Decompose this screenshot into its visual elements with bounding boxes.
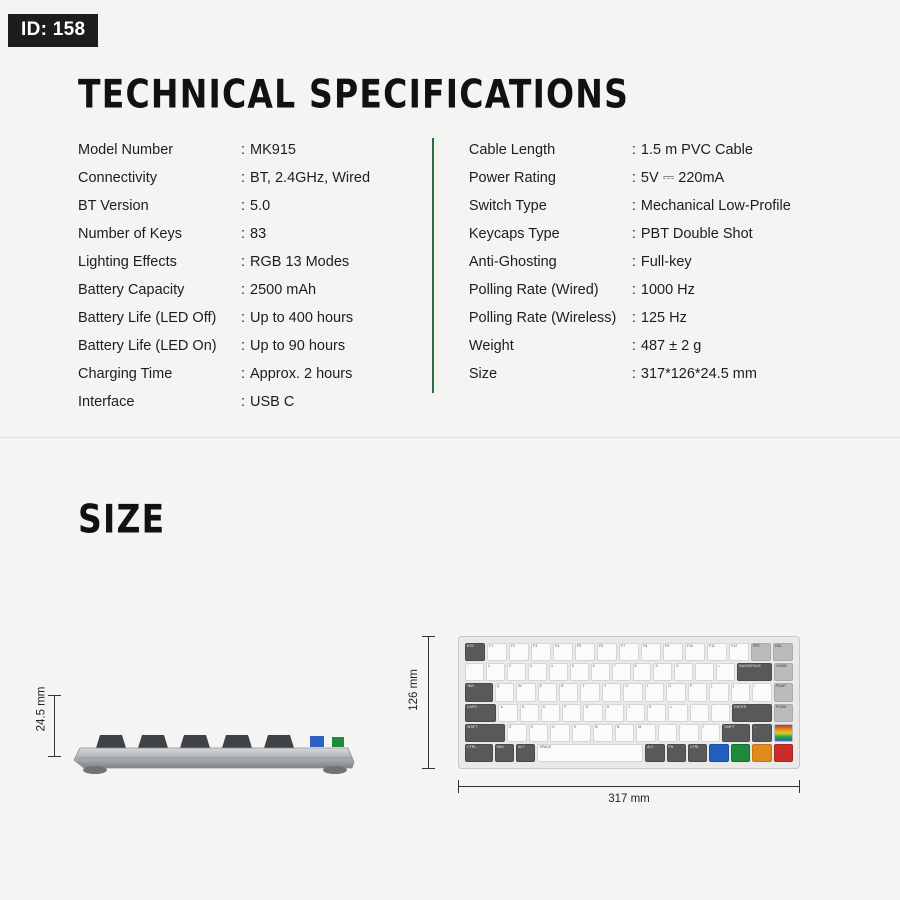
key-f2: F2 [509, 643, 529, 661]
key-pageup: PGUP [774, 683, 793, 701]
key-ctrl-right: CTRL [688, 744, 707, 762]
spec-value-text: 5.0 [250, 198, 271, 214]
keyboard-row [465, 663, 793, 681]
keyboard-row [465, 744, 793, 762]
spec-value-text: RGB 13 Modes [250, 254, 350, 270]
spec-label: Keycaps Type [468, 226, 560, 242]
key-0: 0 [674, 663, 693, 681]
spec-row [469, 360, 838, 388]
spec-label: Interface [78, 394, 135, 410]
key-period: . [679, 724, 699, 742]
keyboard-layout [465, 643, 793, 762]
spec-label: Size [468, 366, 498, 382]
key-arrow-right [752, 744, 771, 762]
key-f11: F11 [707, 643, 727, 661]
spec-row [469, 192, 838, 220]
key-slash: / [701, 724, 721, 742]
key-pagedown: PGDN [774, 704, 793, 722]
spec-value: : Mechanical Low-Profile [631, 198, 791, 214]
section-separator [0, 437, 900, 438]
key-j: J [626, 704, 645, 722]
spec-label: Battery Life (LED On) [78, 338, 217, 354]
spec-row [78, 192, 432, 220]
key-v: V [572, 724, 592, 742]
spec-value-text: Mechanical Low-Profile [640, 198, 791, 214]
key-enter: ENTER [732, 704, 772, 722]
key-s: S [520, 704, 539, 722]
spec-value: : Approx. 2 hours [241, 366, 353, 382]
key-quote: ' [711, 704, 730, 722]
id-badge: ID: 158 [8, 14, 98, 47]
spec-label: Battery Life (LED Off) [78, 310, 217, 326]
key-fn: FN [667, 744, 686, 762]
size-section-title: SIZE [78, 495, 166, 542]
spec-row [78, 164, 432, 192]
key-backslash: \ [752, 683, 771, 701]
spec-row [469, 276, 838, 304]
size-diagram [0, 600, 900, 840]
key-7: 7 [612, 663, 631, 681]
key-shift-right: SHIFT [722, 724, 750, 742]
spec-value: : USB C [241, 394, 295, 410]
key-l: L [668, 704, 687, 722]
key-g: G [583, 704, 602, 722]
spec-value: : Up to 400 hours [241, 310, 354, 326]
key-8: 8 [633, 663, 652, 681]
spec-row [469, 332, 838, 360]
key-i: I [645, 683, 664, 701]
spec-value-text: 83 [250, 226, 267, 242]
spec-value-text: Approx. 2 hours [250, 366, 353, 382]
key-p: P [688, 683, 707, 701]
spec-value-text: 125 Hz [640, 310, 687, 326]
key-6: 6 [591, 663, 610, 681]
spec-label: Switch Type [468, 198, 547, 214]
spec-label: Power Rating [468, 170, 556, 186]
key-r: R [559, 683, 578, 701]
spec-value-text: Up to 400 hours [250, 310, 354, 326]
spec-label: Connectivity [78, 170, 157, 186]
height-dimension-label: 24.5 mm [35, 686, 48, 732]
keyboard-top-view-image [458, 636, 800, 769]
key-f3: F3 [531, 643, 551, 661]
key-q: Q [495, 683, 514, 701]
spec-value: : 83 [241, 226, 267, 242]
key-equal: = [716, 663, 735, 681]
spec-label: Polling Rate (Wired) [468, 282, 599, 298]
keyboard-row [465, 643, 793, 661]
spec-row [469, 164, 838, 192]
width-dimension-label: 317 mm [608, 793, 650, 805]
key-f: F [562, 704, 581, 722]
key-h: H [605, 704, 624, 722]
spec-label: Anti-Ghosting [468, 254, 557, 270]
spec-value: : BT, 2.4GHz, Wired [241, 170, 371, 186]
spec-value: : Up to 90 hours [241, 338, 346, 354]
spec-value: : 2500 mAh [241, 282, 317, 298]
spec-row [469, 248, 838, 276]
rgb-light-strip [774, 724, 794, 742]
key-win: WIN [495, 744, 514, 762]
key-f5: F5 [575, 643, 595, 661]
key-x: X [529, 724, 549, 742]
key-space: SPACE [537, 744, 643, 762]
key-5: 5 [570, 663, 589, 681]
spec-row [469, 136, 838, 164]
spec-row [78, 360, 432, 388]
spec-row [469, 304, 838, 332]
key-delete: DEL [773, 643, 793, 661]
key-z: Z [507, 724, 527, 742]
spec-value: : 1.5 m PVC Cable [631, 142, 753, 158]
spec-row [78, 248, 432, 276]
spec-row [78, 220, 432, 248]
spec-label: Battery Capacity [78, 282, 185, 298]
key-esc: ESC [465, 643, 485, 661]
spec-value-text: 2500 mAh [250, 282, 317, 298]
key-arrow-up: ↑ [752, 724, 772, 742]
keyboard-row [465, 704, 793, 722]
key-f6: F6 [597, 643, 617, 661]
spec-row [78, 276, 432, 304]
key-tab: TAB [465, 683, 493, 701]
spec-value-text: Full-key [640, 254, 692, 270]
spec-value: : PBT Double Shot [631, 226, 753, 242]
key-b: B [593, 724, 613, 742]
keyboard-row [465, 683, 793, 701]
key-accent-extra [774, 744, 793, 762]
key-shift-left: SHIFT [465, 724, 505, 742]
key-capslock: CAPS [465, 704, 496, 722]
spec-label: BT Version [78, 198, 149, 214]
key-arrow-down [731, 744, 750, 762]
key-bracket-left: [ [709, 683, 728, 701]
key-t: T [580, 683, 599, 701]
key-f7: F7 [619, 643, 639, 661]
spec-label: Polling Rate (Wireless) [468, 310, 617, 326]
key-backspace: BACKSPACE [737, 663, 772, 681]
spec-row [469, 220, 838, 248]
spec-value: : 1000 Hz [631, 282, 695, 298]
key-semicolon: ; [690, 704, 709, 722]
key-f8: F8 [641, 643, 661, 661]
key-y: Y [602, 683, 621, 701]
spec-value: : 5.0 [241, 198, 271, 214]
spec-row [78, 304, 432, 332]
key-m: M [636, 724, 656, 742]
key-comma: , [658, 724, 678, 742]
key-bracket-right: ] [731, 683, 750, 701]
spec-value: : Full-key [631, 254, 692, 270]
spec-label: Number of Keys [78, 226, 182, 242]
key-f10: F10 [685, 643, 705, 661]
keyboard-side-view-image [60, 700, 360, 780]
spec-value-text: 5V ⎓ 220mA [640, 170, 725, 186]
key-f9: F9 [663, 643, 683, 661]
spec-label: Cable Length [468, 142, 556, 158]
height-dimension [35, 686, 64, 757]
key-home: HOME [774, 663, 793, 681]
spec-value: : MK915 [241, 142, 296, 158]
spec-value-text: 317*126*24.5 mm [640, 366, 757, 382]
key-e: E [538, 683, 557, 701]
spec-label: Charging Time [78, 366, 173, 382]
key-w: W [516, 683, 535, 701]
key-2: 2 [507, 663, 526, 681]
depth-dimension [407, 636, 440, 769]
spec-value: : 487 ± 2 g [631, 338, 702, 354]
key-f1: F1 [487, 643, 507, 661]
depth-dimension-label: 126 mm [407, 669, 420, 711]
specs-column-right [434, 136, 838, 416]
spec-label: Weight [468, 338, 514, 354]
spec-value: : RGB 13 Modes [241, 254, 350, 270]
key-ctrl-left: CTRL [465, 744, 493, 762]
spec-value-text: USB C [250, 394, 295, 410]
key-n: N [615, 724, 635, 742]
spec-value-text: 487 ± 2 g [640, 338, 702, 354]
key-alt-right: ALT [645, 744, 664, 762]
key-print: PRT [751, 643, 771, 661]
spec-value-text: MK915 [250, 142, 296, 158]
key-a: A [498, 704, 517, 722]
spec-value-text: Up to 90 hours [250, 338, 346, 354]
key-arrow-left [709, 744, 728, 762]
key-tilde: ~ [465, 663, 484, 681]
key-minus: - [695, 663, 714, 681]
spec-value: : 317*126*24.5 mm [631, 366, 757, 382]
spec-value-text: 1.5 m PVC Cable [640, 142, 753, 158]
spec-label: Lighting Effects [78, 254, 177, 270]
key-alt-left: ALT [516, 744, 535, 762]
spec-label: Model Number [78, 142, 174, 158]
specs-section-title: TECHNICAL SPECIFICATIONS [78, 70, 630, 117]
spec-value-text: BT, 2.4GHz, Wired [250, 170, 371, 186]
spec-value-text: 1000 Hz [640, 282, 695, 298]
key-u: U [623, 683, 642, 701]
key-f12: F12 [729, 643, 749, 661]
spec-row [78, 136, 432, 164]
specs-table [78, 136, 838, 416]
key-d: D [541, 704, 560, 722]
width-dimension [458, 786, 800, 812]
key-4: 4 [549, 663, 568, 681]
key-3: 3 [528, 663, 547, 681]
spec-value-text: PBT Double Shot [640, 226, 753, 242]
key-o: O [666, 683, 685, 701]
key-1: 1 [486, 663, 505, 681]
spec-row [78, 388, 432, 416]
keyboard-row [465, 724, 793, 742]
spec-value: : 125 Hz [631, 310, 687, 326]
key-f4: F4 [553, 643, 573, 661]
key-9: 9 [653, 663, 672, 681]
spec-value: : 5V ⎓ 220mA [631, 170, 725, 186]
spec-row [78, 332, 432, 360]
specs-column-left [78, 136, 432, 416]
key-c: C [550, 724, 570, 742]
key-k: K [647, 704, 666, 722]
